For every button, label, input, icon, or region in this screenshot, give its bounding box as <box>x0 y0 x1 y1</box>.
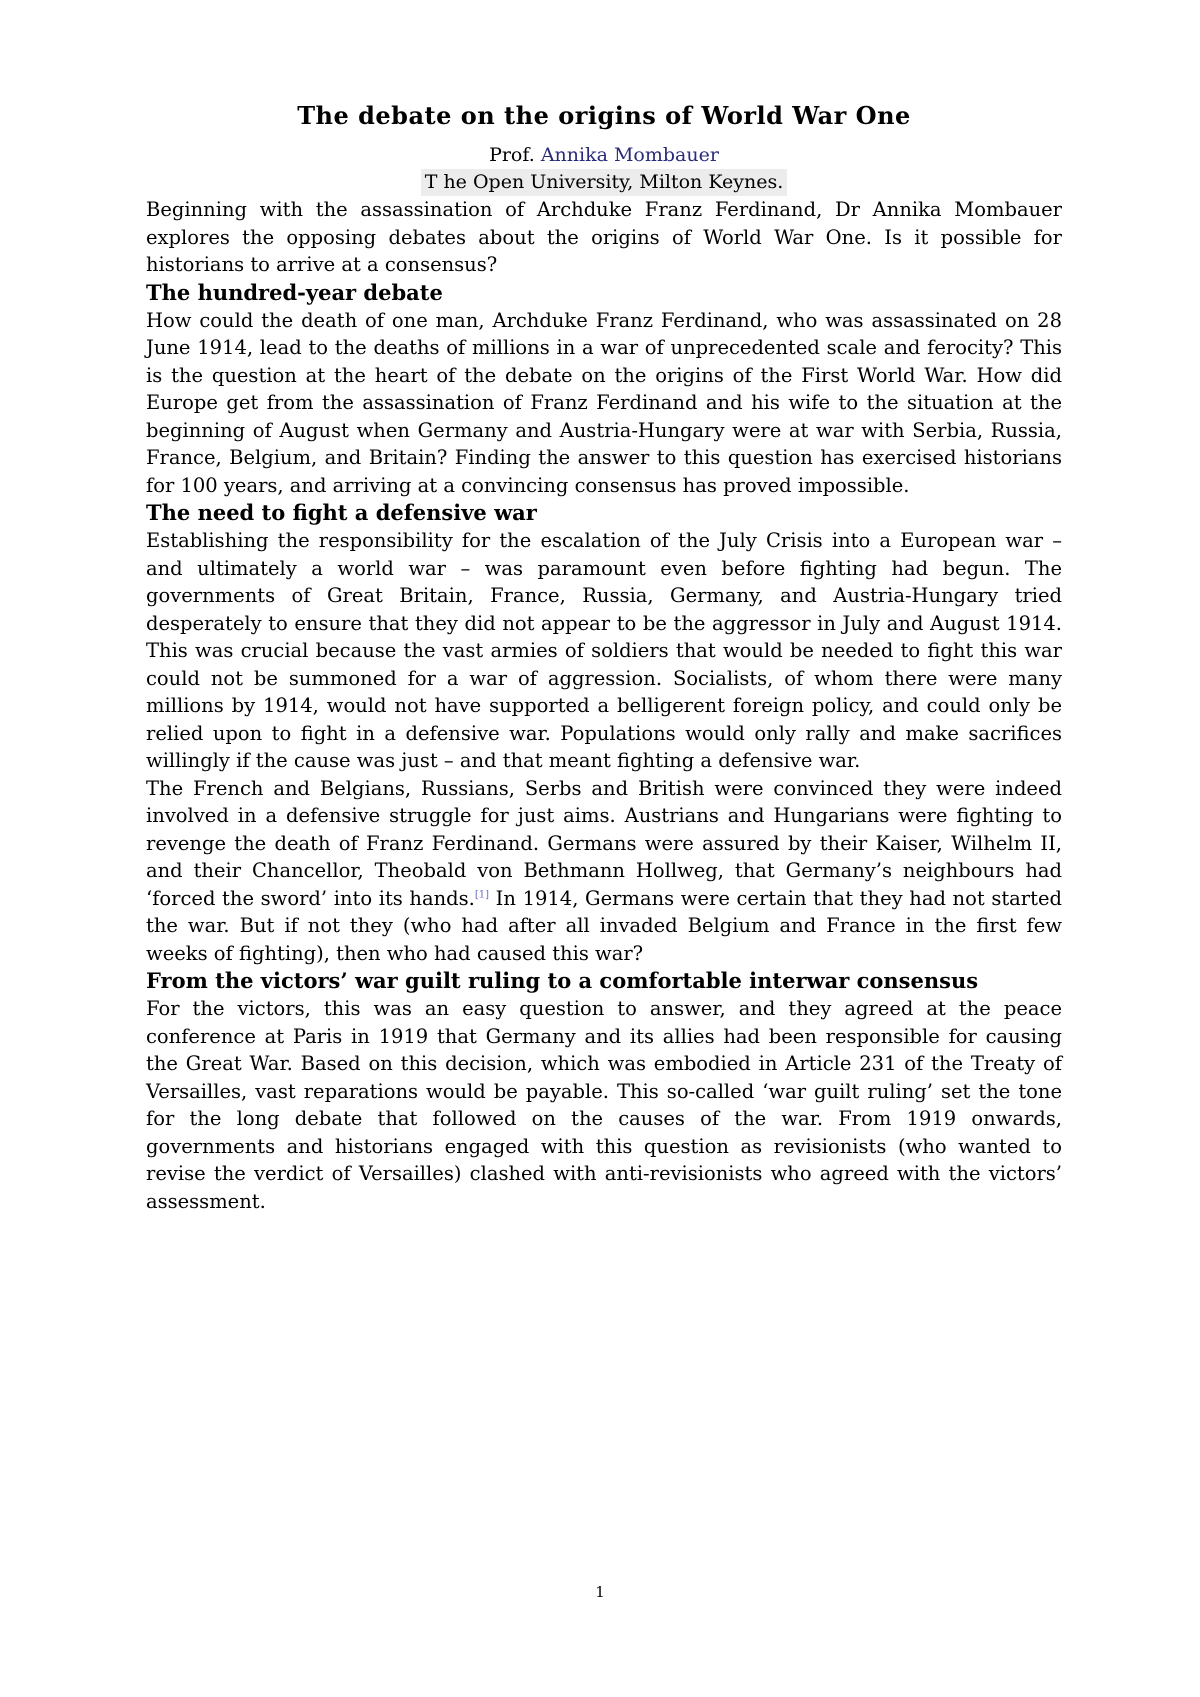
page-number: 1 <box>595 1583 605 1601</box>
paragraph-text-part1: The French and Belgians, Russians, Serbs and British were convinced they were indeed involved in a defensive struggle for just aims. Austrians and Hungarians were fighting to revenge the death of Franz Ferdinand. Germans were assured by their Kaiser, Wilhelm II, and their Chancellor, Theobald von Bethmann Hollweg, that Germany’s neighbours had ‘forced the sword’ into its hands. <box>146 776 1062 910</box>
footnote-link[interactable]: [1] <box>474 889 490 900</box>
author-name-link[interactable]: Annika Mombauer <box>540 144 719 166</box>
section-paragraph-defensive-war-2 <box>146 775 1062 968</box>
affiliation-line <box>146 169 1062 196</box>
author-line <box>146 142 1062 169</box>
paragraph-text-part2: In 1914, Germans were certain that they had not started the war. But if not they (who had after all invaded Belgium and France in the first few weeks of fighting), then who had caused this war? <box>146 886 1062 965</box>
section-paragraph-victors-war-guilt: For the victors, this was an easy question to answer, and they agreed at the peace conference at Paris in 1919 that Germany and its allies had been responsible for causing the Great War. Based on this decision, which was embodied in Article 231 of the Treaty of Versailles, vast reparations would be payable. This so-called ‘war guilt ruling’ set the tone for the long debate that followed on the causes of the war. From 1919 onwards, governments and historians engaged with this question as revisionists (who wanted to revise the verdict of Versailles) clashed with anti-revisionists who agreed with the victors’ assessment. <box>146 997 1062 1213</box>
document-title: The debate on the origins of World War One <box>297 101 911 130</box>
section-paragraph-hundred-year-debate: How could the death of one man, Archduke Franz Ferdinand, who was assassinated on 28 June 1914, lead to the deaths of millions in a war of unprecedented scale and ferocity? This is the question at the heart of the debate on the origins of the First World War. How did Europe get from the assassination of Franz Ferdinand and his wife to the situation at the beginning of August when Germany and Austria-Hungary were at war with Serbia, Russia, France, Belgium, and Britain? Finding the answer to this question has exercised historians for 100 years, and arriving at a convincing consensus has proved impossible. <box>146 308 1062 497</box>
section-heading-defensive-war: The need to fight a defensive war <box>146 500 537 525</box>
section-heading-hundred-year-debate: The hundred-year debate <box>146 279 443 305</box>
document-page <box>146 100 1062 1215</box>
intro-paragraph: Beginning with the assassination of Archduke Franz Ferdinand, Dr Annika Mombauer explores the opposing debates about the origins of World War One. Is it possible for historians to arrive at a consensus? <box>146 198 1062 276</box>
affiliation: T he Open University, Milton Keynes. <box>421 169 788 196</box>
section-heading-victors-war-guilt: From the victors’ war guilt ruling to a comfortable interwar consensus <box>146 968 979 993</box>
author-prefix: Prof. <box>489 144 535 166</box>
section-paragraph-defensive-war: Establishing the responsibility for the escalation of the July Crisis into a European war – and ultimately a world war – was paramount even before fighting had begun. The governments of Great Britain, France, Russia, Germany, and Austria-Hungary tried desperately to ensure that they did not appear to be the aggressor in July and August 1914. This was crucial because the vast armies of soldiers that would be needed to fight this war could not be summoned for a war of aggression. Socialists, of whom there were many millions by 1914, would not have supported a belligerent foreign policy, and could only be relied upon to fight in a defensive war. Populations would only rally and make sacrifices willingly if the cause was just – and that meant fighting a defensive war. <box>146 529 1062 772</box>
